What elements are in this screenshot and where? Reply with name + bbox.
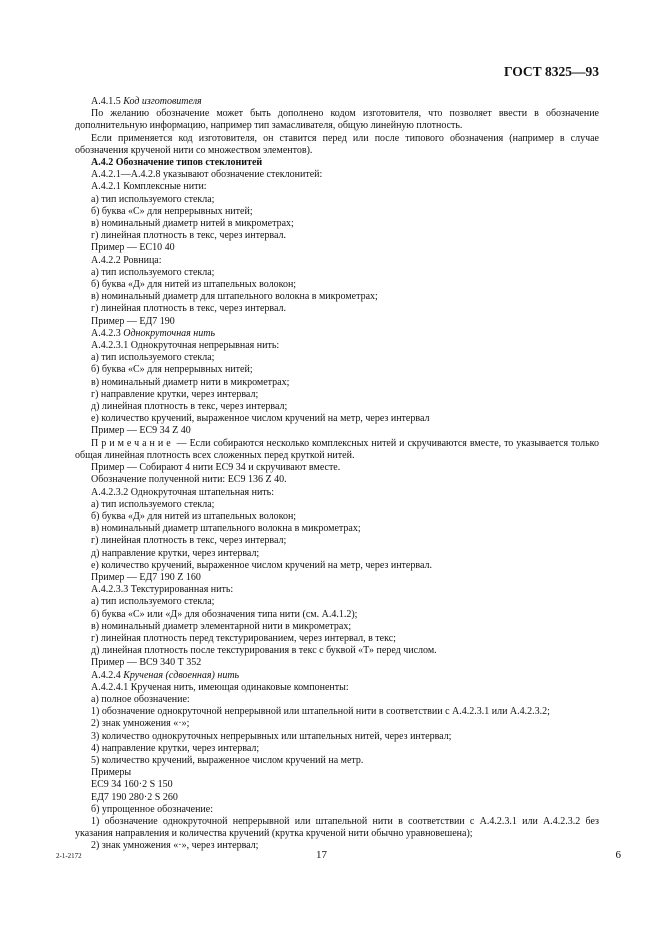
list-item: е) количество кручений, выраженное числом кручений на метр, через интервал. xyxy=(91,559,432,571)
example: Пример — ЕД7 190 Z 160 xyxy=(91,571,201,583)
list-item: д) направление крутки, через интервал; xyxy=(91,547,260,559)
example: Пример — ВС9 340 Т 352 xyxy=(91,657,202,669)
list-item: в) номинальный диаметр нити в микрометрах; xyxy=(91,376,290,388)
list-item: 4) направление крутки, через интервал; xyxy=(91,742,260,754)
section-a4-2-3-1-heading: А.4.2.3.1 Однокруточная непрерывная нить: xyxy=(91,340,280,352)
section-a4-1-5-heading: А.4.1.5 Код изготовителя xyxy=(91,96,202,107)
section-a4-2-4-heading: А.4.2.4 Крученая (сдвоенная) нить xyxy=(91,669,240,681)
list-label: а) полное обозначение: xyxy=(91,693,190,705)
list-item: б) буква «С» для непрерывных нитей; xyxy=(91,364,253,376)
footer-print-code: 2-1-2172 xyxy=(56,852,82,860)
list-item: г) линейная плотность в текс, через интервал; xyxy=(91,535,287,547)
list-item: 1) обозначение однокруточной непрерывной или штапельной нити в соответствии с А.4.2.3.1 или А.4.2.3.2 без указания направления и количества кручений (крутка крученой нити обычно уравновешена); xyxy=(75,815,599,840)
list-item: в) номинальный диаметр элементарной нити в микрометрах; xyxy=(91,620,352,632)
list-item: б) буква «С» или «Д» для обозначения типа нити (см. А.4.1.2); xyxy=(91,608,358,620)
section-a4-2-4-1-heading: А.4.2.4.1 Крученая нить, имеющая одинаковые компоненты: xyxy=(91,681,349,693)
list-item: в) номинальный диаметр штапельного волокна в микрометрах; xyxy=(91,523,361,535)
list-item: в) номинальный диаметр для штапельного волокна в микрометрах; xyxy=(91,291,378,303)
note xyxy=(75,438,599,462)
list-item: 3) количество однокруточных непрерывных или штапельных нитей, через интервал; xyxy=(91,730,452,742)
section-a4-2-1-heading: А.4.2.1 Комплексные нити: xyxy=(91,181,207,193)
examples-label: Примеры xyxy=(91,767,132,779)
list-item: а) тип используемого стекла; xyxy=(91,352,215,364)
section-a4-2-3-3-heading: А.4.2.3.3 Текстурированная нить: xyxy=(91,584,234,596)
list-item: г) линейная плотность в текс, через интервал. xyxy=(91,303,287,315)
paragraph: Обозначение полученной нити: ЕС9 136 Z 40. xyxy=(91,474,287,486)
section-a4-2-heading: А.4.2 Обозначение типов стеклонитей xyxy=(91,157,263,169)
list-item: 1) обозначение однокруточной непрерывной или штапельной нити в соответствии с А.4.2.3.1 или А.4.2.3.2; xyxy=(91,706,550,718)
list-item: б) буква «С» для непрерывных нитей; xyxy=(91,205,253,217)
list-item: а) тип используемого стекла; xyxy=(91,498,215,510)
paragraph: Если применяется код изготовителя, он ставится перед или после типового обозначения (например в случае обозначения крученой нити со множеством элементов). xyxy=(75,132,599,156)
list-item: д) линейная плотность в текс, через интервал; xyxy=(91,401,288,413)
list-item: г) линейная плотность в текс, через интервал. xyxy=(91,230,287,242)
section-a4-2-2-heading: А.4.2.2 Ровница: xyxy=(91,254,162,266)
example: Пример — Собирают 4 нити ЕС9 34 и скручивают вместе. xyxy=(91,462,341,474)
list-item: д) линейная плотность после текстурирования в текс с буквой «Т» перед числом. xyxy=(91,645,437,657)
example: Пример — ЕС10 40 xyxy=(91,242,175,254)
example: ЕД7 190 280·2 S 260 xyxy=(91,791,178,803)
note-text: — Если собираются несколько комплексных нитей и скручиваются вместе, то указывается только общая линейная плотность всех сложенных перед круткой нитей. xyxy=(75,437,599,461)
list-item: б) буква «Д» для нитей из штапельных волокон; xyxy=(91,279,297,291)
list-item: а) тип используемого стекла; xyxy=(91,596,215,608)
example: Пример — ЕД7 190 xyxy=(91,315,175,327)
list-item: г) направление крутки, через интервал; xyxy=(91,388,259,400)
list-label: б) упрощенное обозначение: xyxy=(91,803,213,815)
list-item: е) количество кручений, выраженное числом кручений на метр, через интервал xyxy=(91,413,430,425)
list-item: 2) знак умножения «·»; xyxy=(91,718,190,730)
standard-page-number: 6 xyxy=(615,849,621,861)
list-item: б) буква «Д» для нитей из штапельных волокон; xyxy=(91,510,297,522)
list-item: а) тип используемого стекла; xyxy=(91,193,215,205)
list-item: г) линейная плотность перед текстурированием, через интервал, в текс; xyxy=(91,632,396,644)
paragraph: А.4.2.1—А.4.2.8 указывают обозначение стеклонитей: xyxy=(91,169,323,181)
list-item: а) тип используемого стекла; xyxy=(91,266,215,278)
list-item: 5) количество кручений, выраженное числом кручений на метр. xyxy=(91,754,364,766)
document-body xyxy=(75,96,599,853)
section-a4-2-3-2-heading: А.4.2.3.2 Однокруточная штапельная нить: xyxy=(91,486,275,498)
page-number: 17 xyxy=(316,849,327,861)
example: Пример — ЕС9 34 Z 40 xyxy=(91,425,191,437)
note-label: Примечание xyxy=(91,437,174,449)
section-a4-2-3-heading: А.4.2.3 Однокруточная нить xyxy=(91,327,216,339)
standard-code: ГОСТ 8325—93 xyxy=(503,64,599,79)
example: ЕС9 34 160·2 S 150 xyxy=(91,779,173,791)
list-item: в) номинальный диаметр нитей в микрометрах; xyxy=(91,218,294,230)
list-item: 2) знак умножения «·», через интервал; xyxy=(91,840,259,852)
paragraph: По желанию обозначение может быть дополнено кодом изготовителя, что позволяет ввести в обозначение дополнительную информацию, например тип замасливателя, общую линейную плотность. xyxy=(75,108,599,132)
